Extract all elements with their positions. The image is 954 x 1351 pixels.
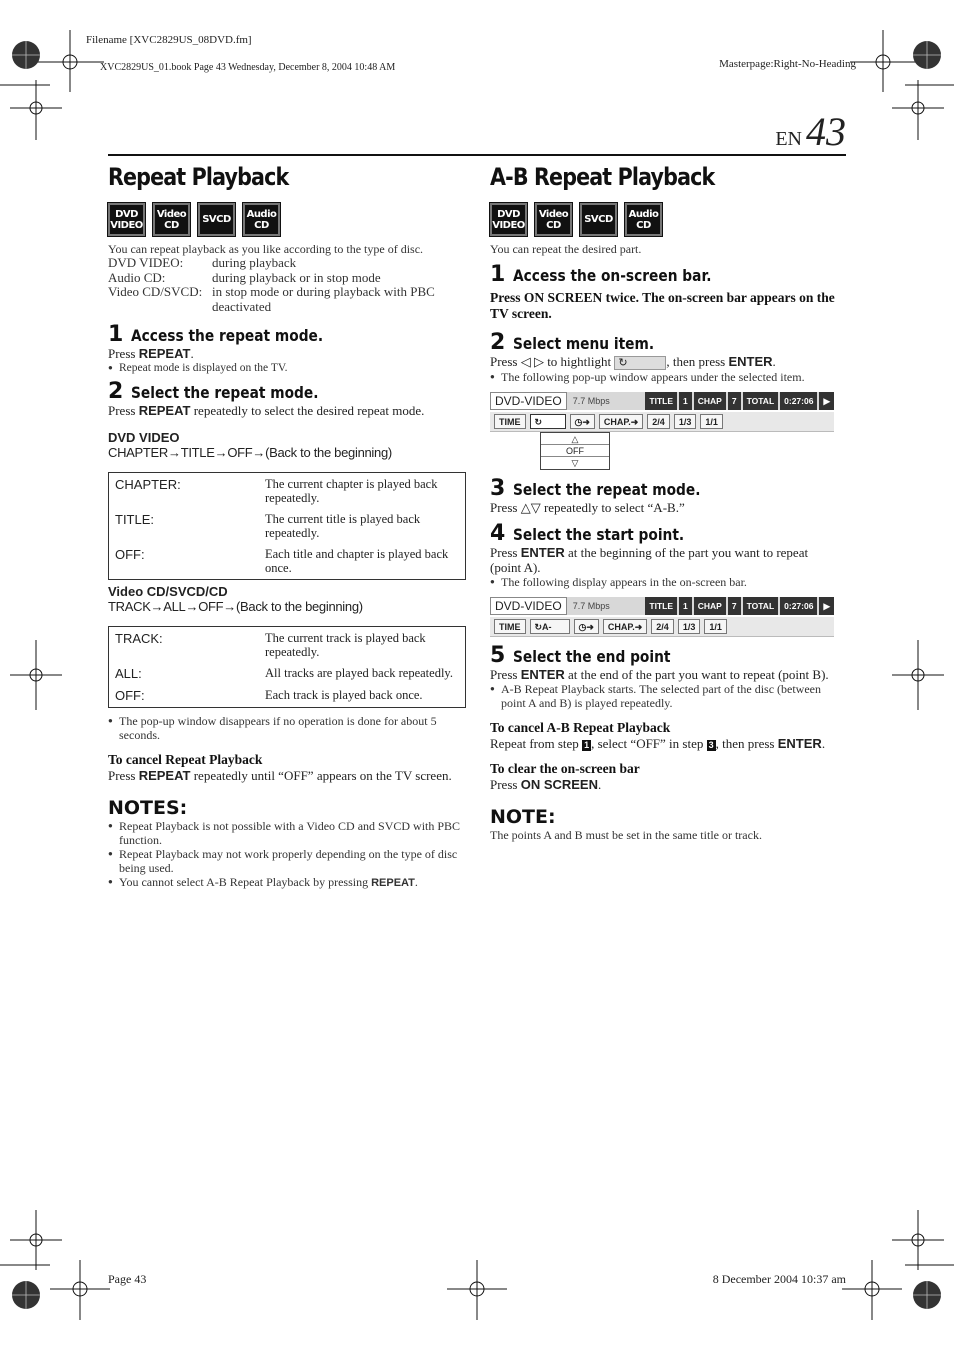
cancel-heading: To cancel Repeat Playback: [108, 752, 263, 767]
step-title: Select menu item.: [513, 334, 655, 353]
cancel-heading: To cancel A-B Repeat Playback: [490, 720, 671, 736]
step-ref-icon: 1: [584, 740, 590, 751]
section-title: A-B Repeat Playback: [490, 163, 715, 191]
onscreen-bar-2: [490, 597, 834, 637]
disc-type: DVD-VIDEO: [490, 392, 567, 410]
page-number: [775, 109, 846, 154]
subtitle-button[interactable]: 1/3: [674, 414, 697, 429]
note-item: ● Repeat Playback may not work properly depending on the type of disc being used.: [108, 847, 466, 875]
step-2-text: Press ◁ ▷ to hightlight ↻ , then press ENTER.: [490, 354, 776, 370]
intro-text: You can repeat playback as you like according to the type of disc.: [108, 242, 424, 256]
step-number: 2: [108, 379, 124, 404]
title-label: TITLE: [645, 392, 677, 410]
chapter-button[interactable]: CHAP.➜: [603, 619, 647, 634]
table-row: TRACK: The current track is played back repeatedly.: [115, 631, 426, 659]
table-row: ALL: All tracks are played back repeatedly.: [115, 666, 453, 681]
title-label: TITLE: [645, 597, 677, 615]
chap-value: 7: [728, 597, 741, 615]
clock-icon[interactable]: ◷➜: [570, 414, 595, 429]
title-value: 1: [679, 597, 692, 615]
step-title: Select the end point: [513, 647, 671, 667]
step-title: Access the on-screen bar.: [513, 266, 712, 285]
audio-button[interactable]: 2/4: [647, 414, 670, 429]
notes-heading: NOTES:: [108, 797, 188, 819]
table-row: OFF: Each track is played back once.: [115, 688, 423, 703]
section-title: Repeat Playback: [108, 163, 289, 191]
note-item: ● You cannot select A-B Repeat Playback by pressing REPEAT.: [108, 875, 466, 890]
repeat-button[interactable]: ↻: [530, 414, 566, 429]
osd-status-row: [490, 597, 834, 615]
step-number: 1: [108, 322, 124, 347]
step-ref-icon: 3: [708, 740, 714, 751]
filename-meta: Filename [XVC2829US_08DVD.fm]: [86, 34, 252, 46]
disc-type: DVD-VIDEO: [490, 597, 567, 615]
angle-button[interactable]: 1/1: [704, 619, 727, 634]
step-title: Select the start point.: [513, 525, 685, 545]
audio-button[interactable]: 2/4: [651, 619, 674, 634]
disc-badges: [108, 203, 466, 236]
svcd-badge: SVCD: [580, 203, 617, 236]
time-button[interactable]: TIME: [494, 414, 526, 429]
step-number: 3: [490, 476, 506, 502]
video-cd-badge: Video CD: [153, 203, 190, 236]
clock-icon[interactable]: ◷➜: [574, 619, 599, 634]
step-title: Access the repeat mode.: [131, 326, 324, 345]
table-row: TITLE: The current title is played back repeatedly.: [115, 512, 421, 540]
subtitle-button[interactable]: 1/3: [678, 619, 701, 634]
table-row: CHAPTER: The current chapter is played back repeatedly.: [115, 477, 438, 505]
mode-desc: in stop mode or during playback with PBC deactivated: [212, 284, 435, 314]
total-label: TOTAL: [743, 597, 779, 615]
mode-desc: during playback or in stop mode: [212, 269, 381, 285]
svcd-badge: SVCD: [198, 203, 235, 236]
total-value: 0:27:06: [780, 392, 817, 410]
step-number: 5: [490, 643, 506, 669]
page-number-value: 43: [806, 109, 846, 154]
step-5-text: Press ENTER at the end of the part you want to repeat (point B).: [490, 667, 829, 683]
note-heading: NOTE:: [490, 806, 556, 829]
intro-text: You can repeat the desired part.: [490, 242, 642, 256]
time-button[interactable]: TIME: [494, 619, 526, 634]
down-arrow-icon[interactable]: ▽: [571, 458, 579, 469]
vcd-mode-table: [108, 626, 466, 708]
clear-text: Press ON SCREEN.: [490, 777, 602, 793]
step-2-heading: [108, 381, 466, 403]
step-1-text: Press REPEAT.: [108, 346, 194, 361]
step-2-bullet: ● The following pop-up window appears under the selected item.: [490, 370, 840, 384]
dvd-video-badge: DVD VIDEO: [108, 203, 145, 236]
mode-label: Video CD/SVCD:: [108, 284, 203, 299]
mode-list: [108, 256, 466, 314]
step-3-text: Press △▽ repeatedly to select “A-B.”: [490, 500, 685, 516]
audio-cd-badge: Audio CD: [625, 203, 662, 236]
dvd-video-badge: DVD VIDEO: [490, 203, 527, 236]
cancel-text: Press REPEAT repeatedly until “OFF” appears on the TV screen.: [108, 768, 452, 783]
step-1-text: Press ON SCREEN twice. The on-screen bar appears on the TV screen.: [490, 290, 835, 321]
step-1-heading: [108, 324, 466, 346]
video-cd-badge: Video CD: [535, 203, 572, 236]
up-arrow-icon[interactable]: △: [541, 433, 609, 445]
note-item: ● Repeat Playback is not possible with a Video CD and SVCD with PBC function.: [108, 819, 466, 847]
step-number: 1: [490, 262, 506, 287]
chap-value: 7: [728, 392, 741, 410]
step-title: Select the repeat mode.: [131, 383, 319, 402]
angle-button[interactable]: 1/1: [700, 414, 723, 429]
osd-menu-row: [490, 617, 834, 637]
dvd-sequence: CHAPTER→TITLE→OFF→(Back to the beginning): [108, 445, 392, 460]
step-5-heading: [490, 645, 840, 667]
step-3-heading: [490, 478, 840, 500]
vcd-subhead: Video CD/SVCD/CD: [108, 584, 228, 599]
step-5-bullet: ● A-B Repeat Playback starts. The selected part of the disc (between point A and B) is played repeatedly.: [490, 682, 840, 710]
step-1-heading: [490, 264, 840, 286]
mode-label: Audio CD:: [108, 269, 166, 285]
table-row: OFF: Each title and chapter is played back once.: [115, 547, 449, 575]
mode-desc: during playback: [212, 255, 297, 270]
footer-date: 8 December 2004 10:37 am: [712, 1272, 846, 1286]
dvd-video-subhead: DVD VIDEO: [108, 430, 180, 445]
clear-heading: To clear the on-screen bar: [490, 761, 640, 777]
step-number: 2: [490, 330, 506, 355]
masterpage-meta: Masterpage:Right-No-Heading: [719, 58, 856, 70]
chap-label: CHAP: [694, 392, 726, 410]
step-title: Select the repeat mode.: [513, 480, 701, 500]
audio-cd-badge: Audio CD: [243, 203, 280, 236]
header-rule: [108, 154, 846, 156]
step-4-text: Press ENTER at the beginning of the part you want to repeat (point A).: [490, 545, 809, 576]
step-1-bullet: ● Repeat mode is displayed on the TV.: [108, 361, 466, 375]
mode-label: DVD VIDEO:: [108, 255, 184, 270]
total-value: 0:27:06: [780, 597, 817, 615]
vcd-sequence: TRACK→ALL→OFF→(Back to the beginning): [108, 599, 363, 614]
total-label: TOTAL: [743, 392, 779, 410]
repeat-ab-button[interactable]: ↻A-: [530, 619, 570, 634]
disc-badges: [490, 203, 840, 236]
step-2-text: Press REPEAT repeatedly to select the desired repeat mode.: [108, 403, 425, 418]
popup-option-off[interactable]: OFF: [541, 445, 609, 457]
repeat-icon: ↻: [614, 356, 666, 370]
book-meta: XVC2829US_01.book Page 43 Wednesday, December 8, 2004 10:48 AM: [100, 62, 396, 73]
bitrate: 7.7 Mbps: [572, 396, 610, 407]
repeat-playback-section: [108, 163, 466, 890]
footer-page: Page 43: [108, 1272, 147, 1286]
language-code: EN: [775, 128, 802, 150]
title-value: 1: [679, 392, 692, 410]
chapter-button[interactable]: CHAP.➜: [599, 414, 643, 429]
step-2-heading: [490, 332, 840, 354]
repeat-popup: [540, 432, 610, 470]
osd-menu-row: [490, 412, 834, 432]
play-icon: ▶: [819, 392, 834, 410]
step-4-heading: [490, 523, 840, 545]
onscreen-bar-1: [490, 392, 834, 470]
bitrate: 7.7 Mbps: [572, 601, 610, 612]
step-number: 4: [490, 521, 506, 547]
ab-repeat-section: [490, 163, 840, 842]
popup-bullet: ● The pop-up window disappears if no operation is done for about 5 seconds.: [108, 714, 466, 742]
play-icon: ▶: [819, 597, 834, 615]
osd-status-row: [490, 392, 834, 410]
note-text: The points A and B must be set in the same title or track.: [490, 828, 762, 843]
chap-label: CHAP: [694, 597, 726, 615]
step-4-bullet: ● The following display appears in the on-screen bar.: [490, 575, 840, 589]
dvd-mode-table: [108, 472, 466, 580]
cancel-text: Repeat from step 1 , select “OFF” in step 3 , then press ENTER.: [490, 736, 826, 752]
